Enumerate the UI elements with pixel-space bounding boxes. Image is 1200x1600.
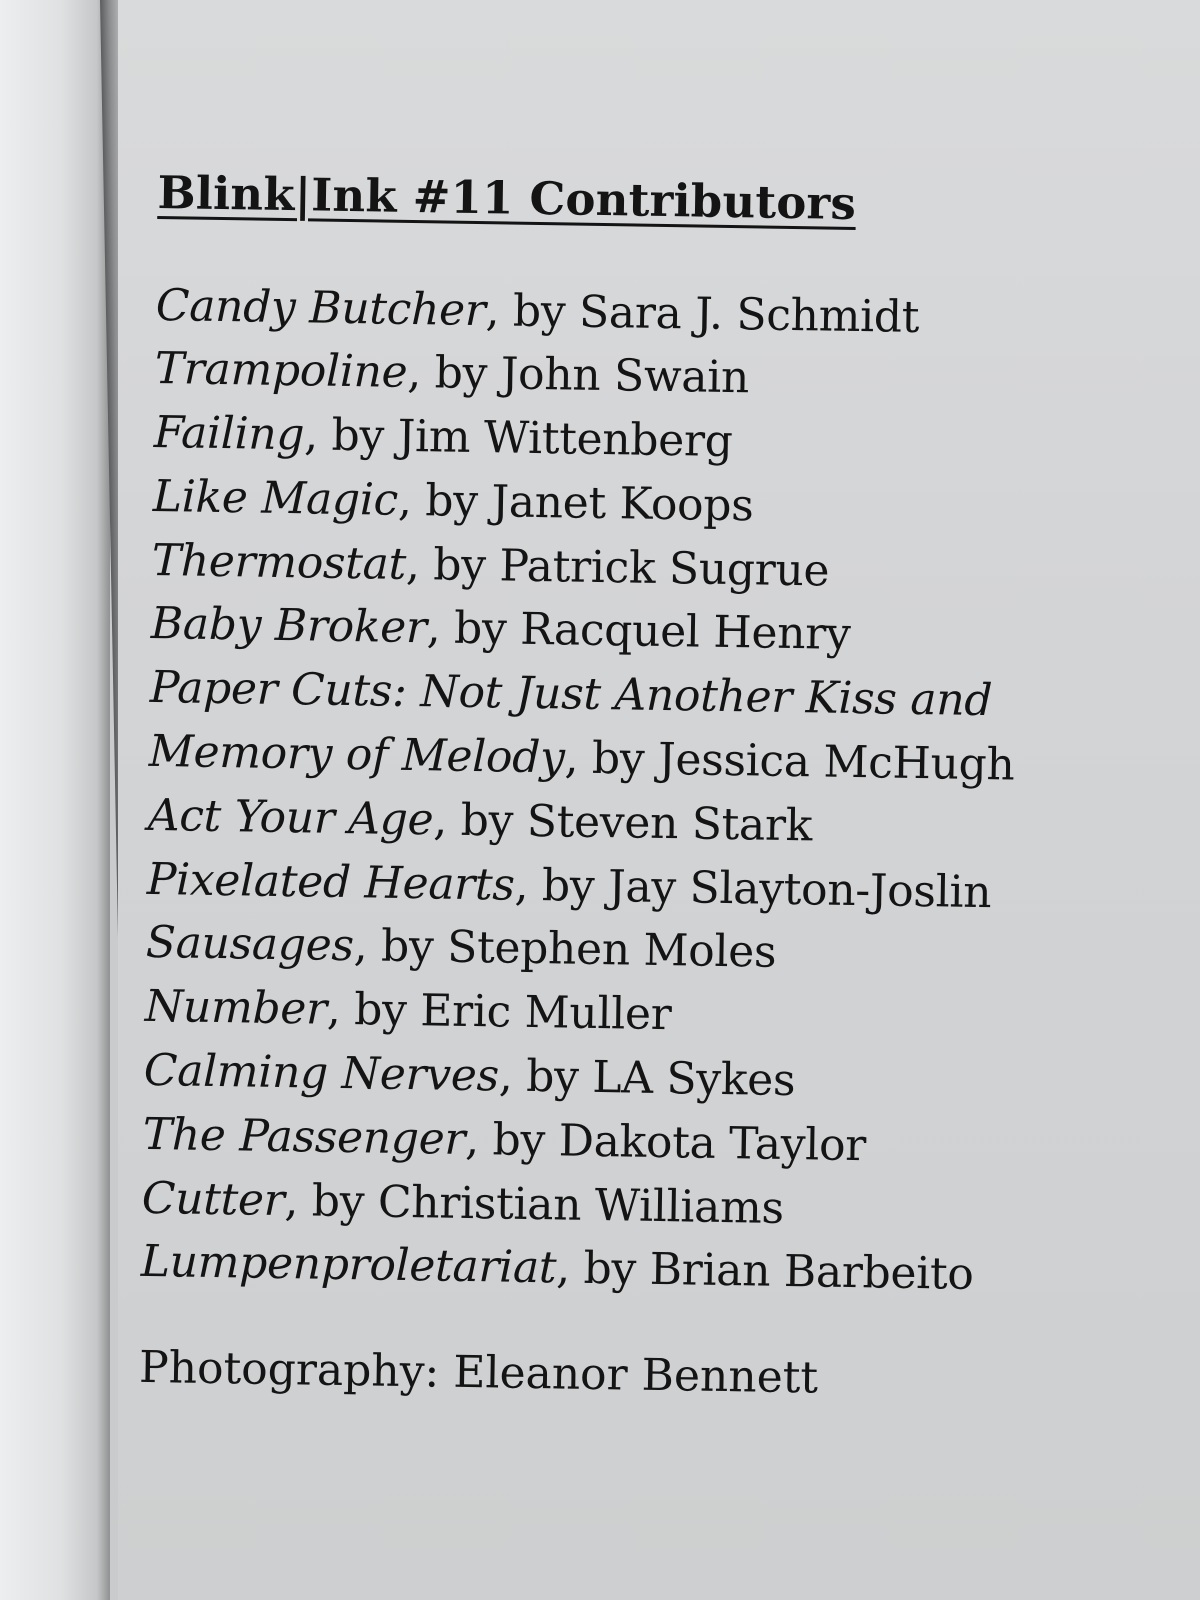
entry-by-label: by [453,603,507,656]
entry-by-label: by [432,539,487,591]
contributor-entry: Thermostat, by Patrick Sugrue [151,534,830,597]
contributor-entry: Candy Butcher, by Sara J. Schmidt [155,279,920,343]
entry-title: Number [144,981,328,1036]
entry-title: Cutter [141,1172,285,1226]
entry-author: Eric Muller [419,985,672,1041]
entry-title: Trampoline [154,343,408,399]
contributor-entry: The Passenger, by Dakota Taylor [142,1108,867,1172]
entry-by-label: by [512,285,566,337]
entry-title: Pixelated Hearts [146,853,516,911]
contributor-entry: Baby Broker, by Racquel Henry [150,598,851,661]
entry-by-label: by [541,859,595,912]
entry-title: Like Magic [152,470,399,526]
entry-author: Janet Koops [491,476,754,532]
entry-title: The Passenger [142,1108,466,1165]
entry-by-label: by [424,475,479,527]
contributor-entry: Lumpenproletariat, by Brian Barbeito [140,1236,974,1301]
contributor-entry: Like Magic, by Janet Koops [152,470,754,532]
entry-by-label: by [331,409,385,462]
contributors-list [140,273,1176,1310]
entry-by-label: by [525,1050,580,1103]
entry-author: LA Sykes [591,1052,796,1107]
entry-by-label: by [583,1243,637,1296]
entry-title: Thermostat [151,534,407,590]
contributor-entry: Cutter, by Christian Williams [141,1172,785,1234]
entry-author: Racquel Henry [519,604,851,661]
entry-author: Jim Wittenberg [397,410,733,468]
contributor-entry: Sausages, by Stephen Moles [145,917,777,979]
entry-by-label: by [380,921,434,973]
entry-title: Failing [153,407,305,461]
contributor-entry: Pixelated Hearts, by Jay Slayton-Joslin [146,853,992,918]
entry-author: Jessica McHugh [657,734,1015,791]
entry-by-label: by [311,1175,365,1228]
entry-author: Jay Slayton-Joslin [607,860,992,918]
contributor-entry: Failing, by Jim Wittenberg [153,407,733,468]
contributor-entry: Calming Nerves, by LA Sykes [143,1044,796,1107]
entry-title: Lumpenproletariat [140,1236,557,1294]
photography-label: Photography: [138,1342,440,1398]
entry-author: Christian Williams [377,1176,785,1234]
entry-author: Patrick Sugrue [499,540,830,597]
entry-title: Memory of Melody [148,726,566,784]
entry-by-label: by [434,347,488,400]
entry-by-label: by [353,984,408,1037]
entry-author: Brian Barbeito [649,1244,974,1301]
entry-title: Act Your Age [147,789,434,846]
entry-title: Sausages [145,917,355,972]
entry-title: Paper Cuts: Not Just Another Kiss and [149,662,993,727]
contributor-entry: Trampoline, by John Swain [154,343,750,404]
contributor-entry: Number, by Eric Muller [144,981,672,1041]
left-page-edge [0,0,110,1600]
photographer-name: Eleanor Bennett [452,1347,819,1404]
contributors-page [139,168,1178,1415]
contributor-entry: Act Your Age, by Steven Stark [147,789,813,852]
entry-author: John Swain [500,348,750,404]
entry-author: Steven Stark [526,795,813,852]
entry-by-label: by [492,1114,546,1167]
contributor-entry: Memory of Melody, by Jessica McHugh [148,726,1015,791]
entry-title: Candy Butcher [155,279,486,336]
page-heading: Blink|Ink #11 Contributors [157,166,857,230]
entry-author: Sara J. Schmidt [578,286,920,343]
entry-by-label: by [591,732,645,785]
entry-by-label: by [460,794,514,847]
entry-author: Stephen Moles [446,922,777,979]
entry-title: Calming Nerves [143,1044,500,1102]
entry-title: Baby Broker [150,598,428,654]
entry-author: Dakota Taylor [558,1115,867,1172]
